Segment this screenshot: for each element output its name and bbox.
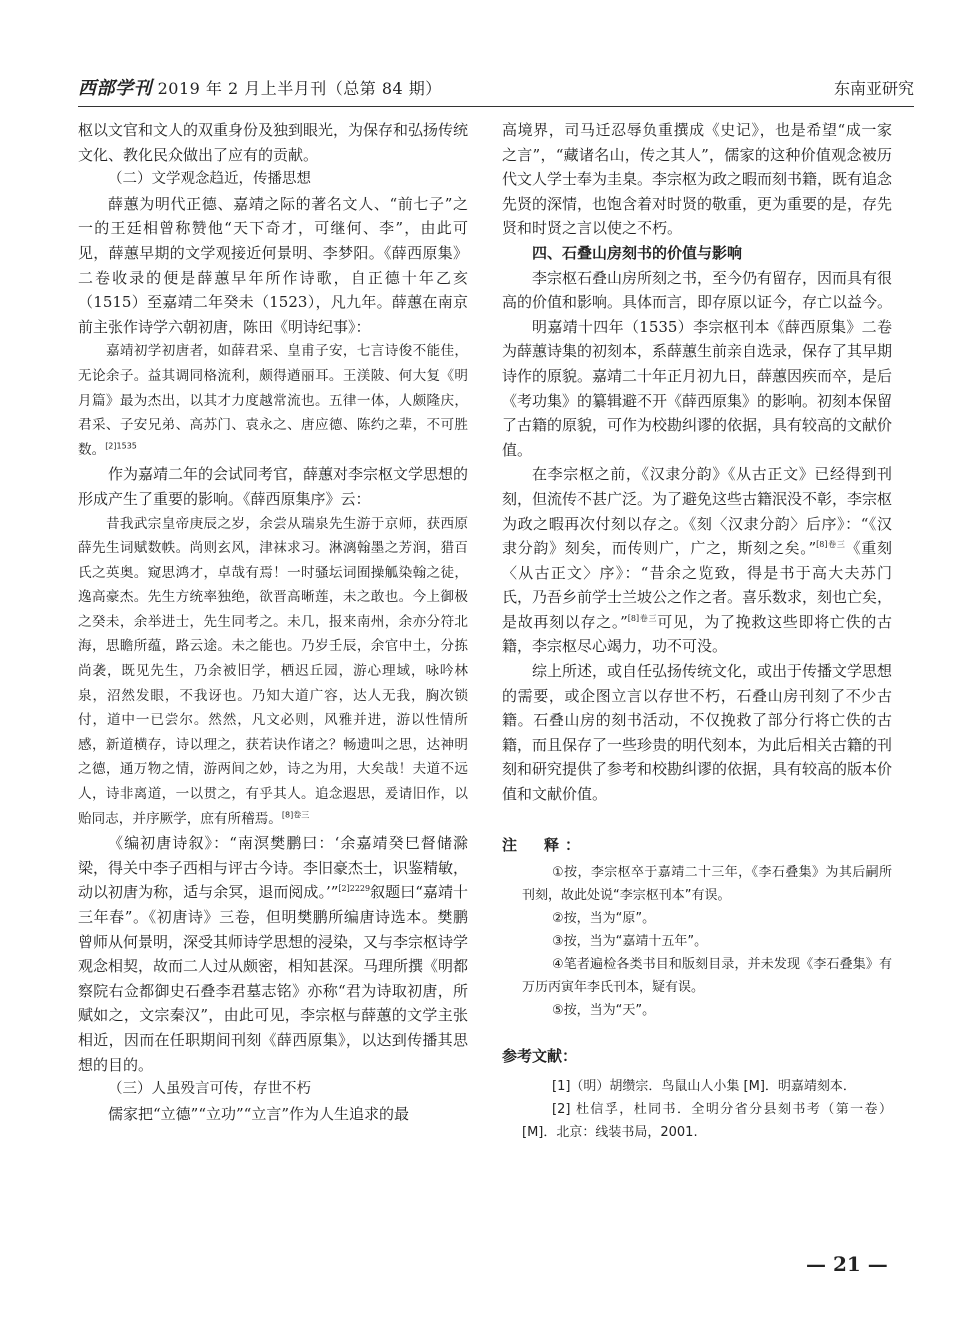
paragraph: 枢以文官和文人的双重身份及独到眼光，为保存和弘扬传统文化、教化民众做出了应有的贡献。 bbox=[78, 121, 469, 164]
page-header bbox=[78, 70, 914, 100]
paragraph: 明嘉靖十四年（1535）李宗枢刊本《薛西原集》二卷为薛蕙诗集的初刻本，系薛蕙生前亲自选录，保存了其早期诗作的原貌。嘉靖二十年正月初九日，薛蕙因疾而卒，是后《考功集》的纂辑避不开《薛西原集》的影响。初刻本保留了古籍的原貌，可作为校勘纠谬的依据，具有较高的文献价值。 bbox=[502, 317, 893, 459]
references-title: 参考文献： bbox=[502, 1047, 578, 1066]
paragraph: 作为嘉靖二年的会试同考官，薛蕙对李宗枢文学思想的形成产生了重要的影响。《薛西原集序》云： bbox=[78, 465, 469, 508]
block-quote bbox=[78, 339, 468, 462]
section-name: 东南亚研究 bbox=[833, 79, 914, 98]
paragraph: 综上所述，或自任弘扬传统文化，或出于传播文学思想的需要，或企图立言以存世不朽，石叠山房刊刻了不少古籍。石叠山房的刻书活动，不仅挽救了部分行将亡佚的古籍，而且保存了一些珍贵的明代刻本，为此后相关古籍的刊刻和研究提供了参考和校勘纠谬的依据，具有较高的版本价值和文献价值。 bbox=[502, 662, 893, 804]
note-item: ②按，当为“原”。 bbox=[552, 911, 656, 927]
citation: [2]2229 bbox=[338, 884, 371, 894]
paragraph: 李宗枢石叠山房所刻之书，至今仍有留存，因而具有很高的价值和影响。具体而言，即存原以证今，存亡以益今。 bbox=[502, 268, 893, 312]
block-quote bbox=[78, 512, 468, 832]
notes-title: 注 释： bbox=[502, 835, 587, 854]
paragraph: 薛蕙为明代正德、嘉靖之际的著名文人、“前七子”之一的王廷相曾称赞他“天下奇才，可继何、李”，由此可见，薛蕙早期的文学观接近何景明、李梦阳。《薛西原集》二卷收录的便是薛蕙早年所作诗歌，自正德十年乙亥（1515）至嘉靖二年癸未（1523），凡九年。薛蕙在南京前主张作诗学六朝初唐，陈田《明诗纪事》： bbox=[78, 194, 468, 336]
paragraph-text: 在李宗枢之前，《汉隶分韵》《从古正文》已经得到刊刻，但流传不甚广泛。为了避免这些古籍泯没不彰，李宗枢为政之暇再次付刻以存之。《刻〈汉隶分韵〉后序》：“《汉隶分韵》刻矣，而传则广，广之，斯刻之矣。” bbox=[502, 465, 893, 558]
reference-item: [2] 杜信孚，杜同书．全明分省分县刻书考（第一卷）[M]．北京：线装书局，2001. bbox=[522, 1101, 892, 1140]
paragraph-text: 《编初唐诗叙》：“南溟樊鹏曰：‘余嘉靖癸巳督储滁梁，得关中李子西相与评古今诗。李旧豪杰士，识鉴精敏，动以初唐为称，适与余冥，退而阅成。’” bbox=[78, 834, 469, 902]
note-item: ①按，李宗枢卒于嘉靖二十三年，《李石叠集》为其后嗣所刊刻，故此处说“李宗枢刊本”有误。 bbox=[522, 865, 892, 904]
paragraph-text: 叙题曰“嘉靖十三年春”。《初唐诗》三卷，但明樊鹏所编唐诗选本。樊鹏曾师从何景明，深受其师诗学思想的浸染，又与李宗枢诗学观念相契，故而二人过从颇密，相知甚深。马理所撰《明都察院右佥都御史石叠李君墓志铭》亦称“君为诗取初唐，所赋如之，文宗秦汉”，由此可见，李宗枢与薛蕙的文学主张相近，因而在任职期间刊刻《薛西原集》，以达到传播其思想的目的。 bbox=[78, 883, 469, 1074]
note-item: ⑤按，当为“天”。 bbox=[552, 1003, 656, 1019]
paragraph: 儒家把“立德”“立功”“立言”作为人生追求的最 bbox=[108, 1104, 410, 1123]
paragraph-text: 《重刻〈从古正文〉序》：“昔余之览致，得是书于高大夫苏门氏，乃吾乡前学士兰坡公之作之者。喜乐数求，刻也亡矣，是故再刻以存之。” bbox=[502, 539, 893, 631]
subsection-heading: （二）文学观念趋近，传播思想 bbox=[108, 171, 311, 188]
left-column bbox=[78, 118, 468, 1126]
paragraph bbox=[502, 462, 892, 659]
note-item: ④笔者遍检各类书目和版刻目录，并未发现《李石叠集》有万历丙寅年李氏刊本，疑有误。 bbox=[522, 957, 892, 996]
right-column bbox=[502, 118, 892, 1144]
citation: [8]卷三 bbox=[281, 810, 310, 820]
citation: [2]1535 bbox=[105, 441, 137, 451]
page-number: — 21 — bbox=[806, 1252, 888, 1276]
issue-info: 2019 年 2 月上半月刊（总第 84 期） bbox=[157, 79, 442, 98]
paragraph: 高境界，司马迁忍辱负重撰成《史记》，也是希望“成一家之言”，“藏诸名山，传之其人”，儒家的这种价值观念被历代文人学士奉为圭臬。李宗枢为政之暇而刻书籍，既有追念先贤的深情，也饱含着对时贤的敬重，更为重要的是，存先贤和时贤之言以使之不朽。 bbox=[502, 121, 893, 238]
section-heading: 四、石叠山房刻书的价值与影响 bbox=[532, 243, 743, 262]
citation: [8]卷三 bbox=[816, 540, 846, 550]
paragraph-text: 可见，为了挽救这些即将亡佚的古籍，李宗枢尽心竭力，功不可没。 bbox=[502, 612, 892, 656]
journal-logo: 西部学刊 bbox=[78, 78, 152, 99]
reference-item: [1]（明）胡缵宗．鸟鼠山人小集 [M]．明嘉靖刻本． bbox=[552, 1078, 856, 1094]
paragraph bbox=[78, 831, 468, 1077]
subsection-heading: （三）人虽殁言可传，存世不朽 bbox=[108, 1081, 311, 1098]
note-item: ③按，当为“嘉靖十五年”。 bbox=[552, 934, 708, 950]
header-rule bbox=[78, 106, 914, 107]
journal-info bbox=[78, 74, 442, 100]
citation: [8]卷三 bbox=[627, 613, 658, 623]
quote-text: 嘉靖初学初唐者，如薛君采、皇甫子安，七言诗俊不能佳，无论余子。益其调同格流利，颇得遒丽耳。王渼陂、何大复《明月篇》最为杰出，以其才力度越常流也。五律一体，人颇隆庆，君采、子安兄弟、高苏门、袁永之、唐应德、陈约之辈，不可胜数。 bbox=[78, 343, 468, 458]
quote-text: 昔我武宗皇帝庚辰之岁，余尝从瑞泉先生游于京师，获西原薛先生词赋数帙。尚则玄风，津袜求习。淋漓翰墨之芳润，猎百氏之英奥。窥思鸿才，卓哉有焉！一时骚坛词囿操觚染翰之徒，逸高豪杰。先生方统率独绝，欲晋高晰莲，未之敢也。今上御极之癸未，余举进士，先生同考之。未几，报来南州，余亦分符北海，思瞻所蕴，路云途。未之能也。乃岁壬辰，余官中土，分拣尚袭，既见先生，乃余被旧学，栖迟丘园，游心理域，咏吟林泉，沼然发眼，不我讶也。乃知大道广容，达人无我，胸次锁付，道中一已尝尔。然然，凡文必则，风雅并进，游以性情所感，新道横存，诗以理之，获若诀作诸之？畅遗叫之思，达神明之德，通万物之情，游两间之妙，诗之为用，大矣哉！夫道不远人，诗非离道，一以贯之，有乎其人。追念遐思，爰请旧作，以贻同志，并序厥学，庶有所稽焉。 bbox=[78, 515, 468, 827]
